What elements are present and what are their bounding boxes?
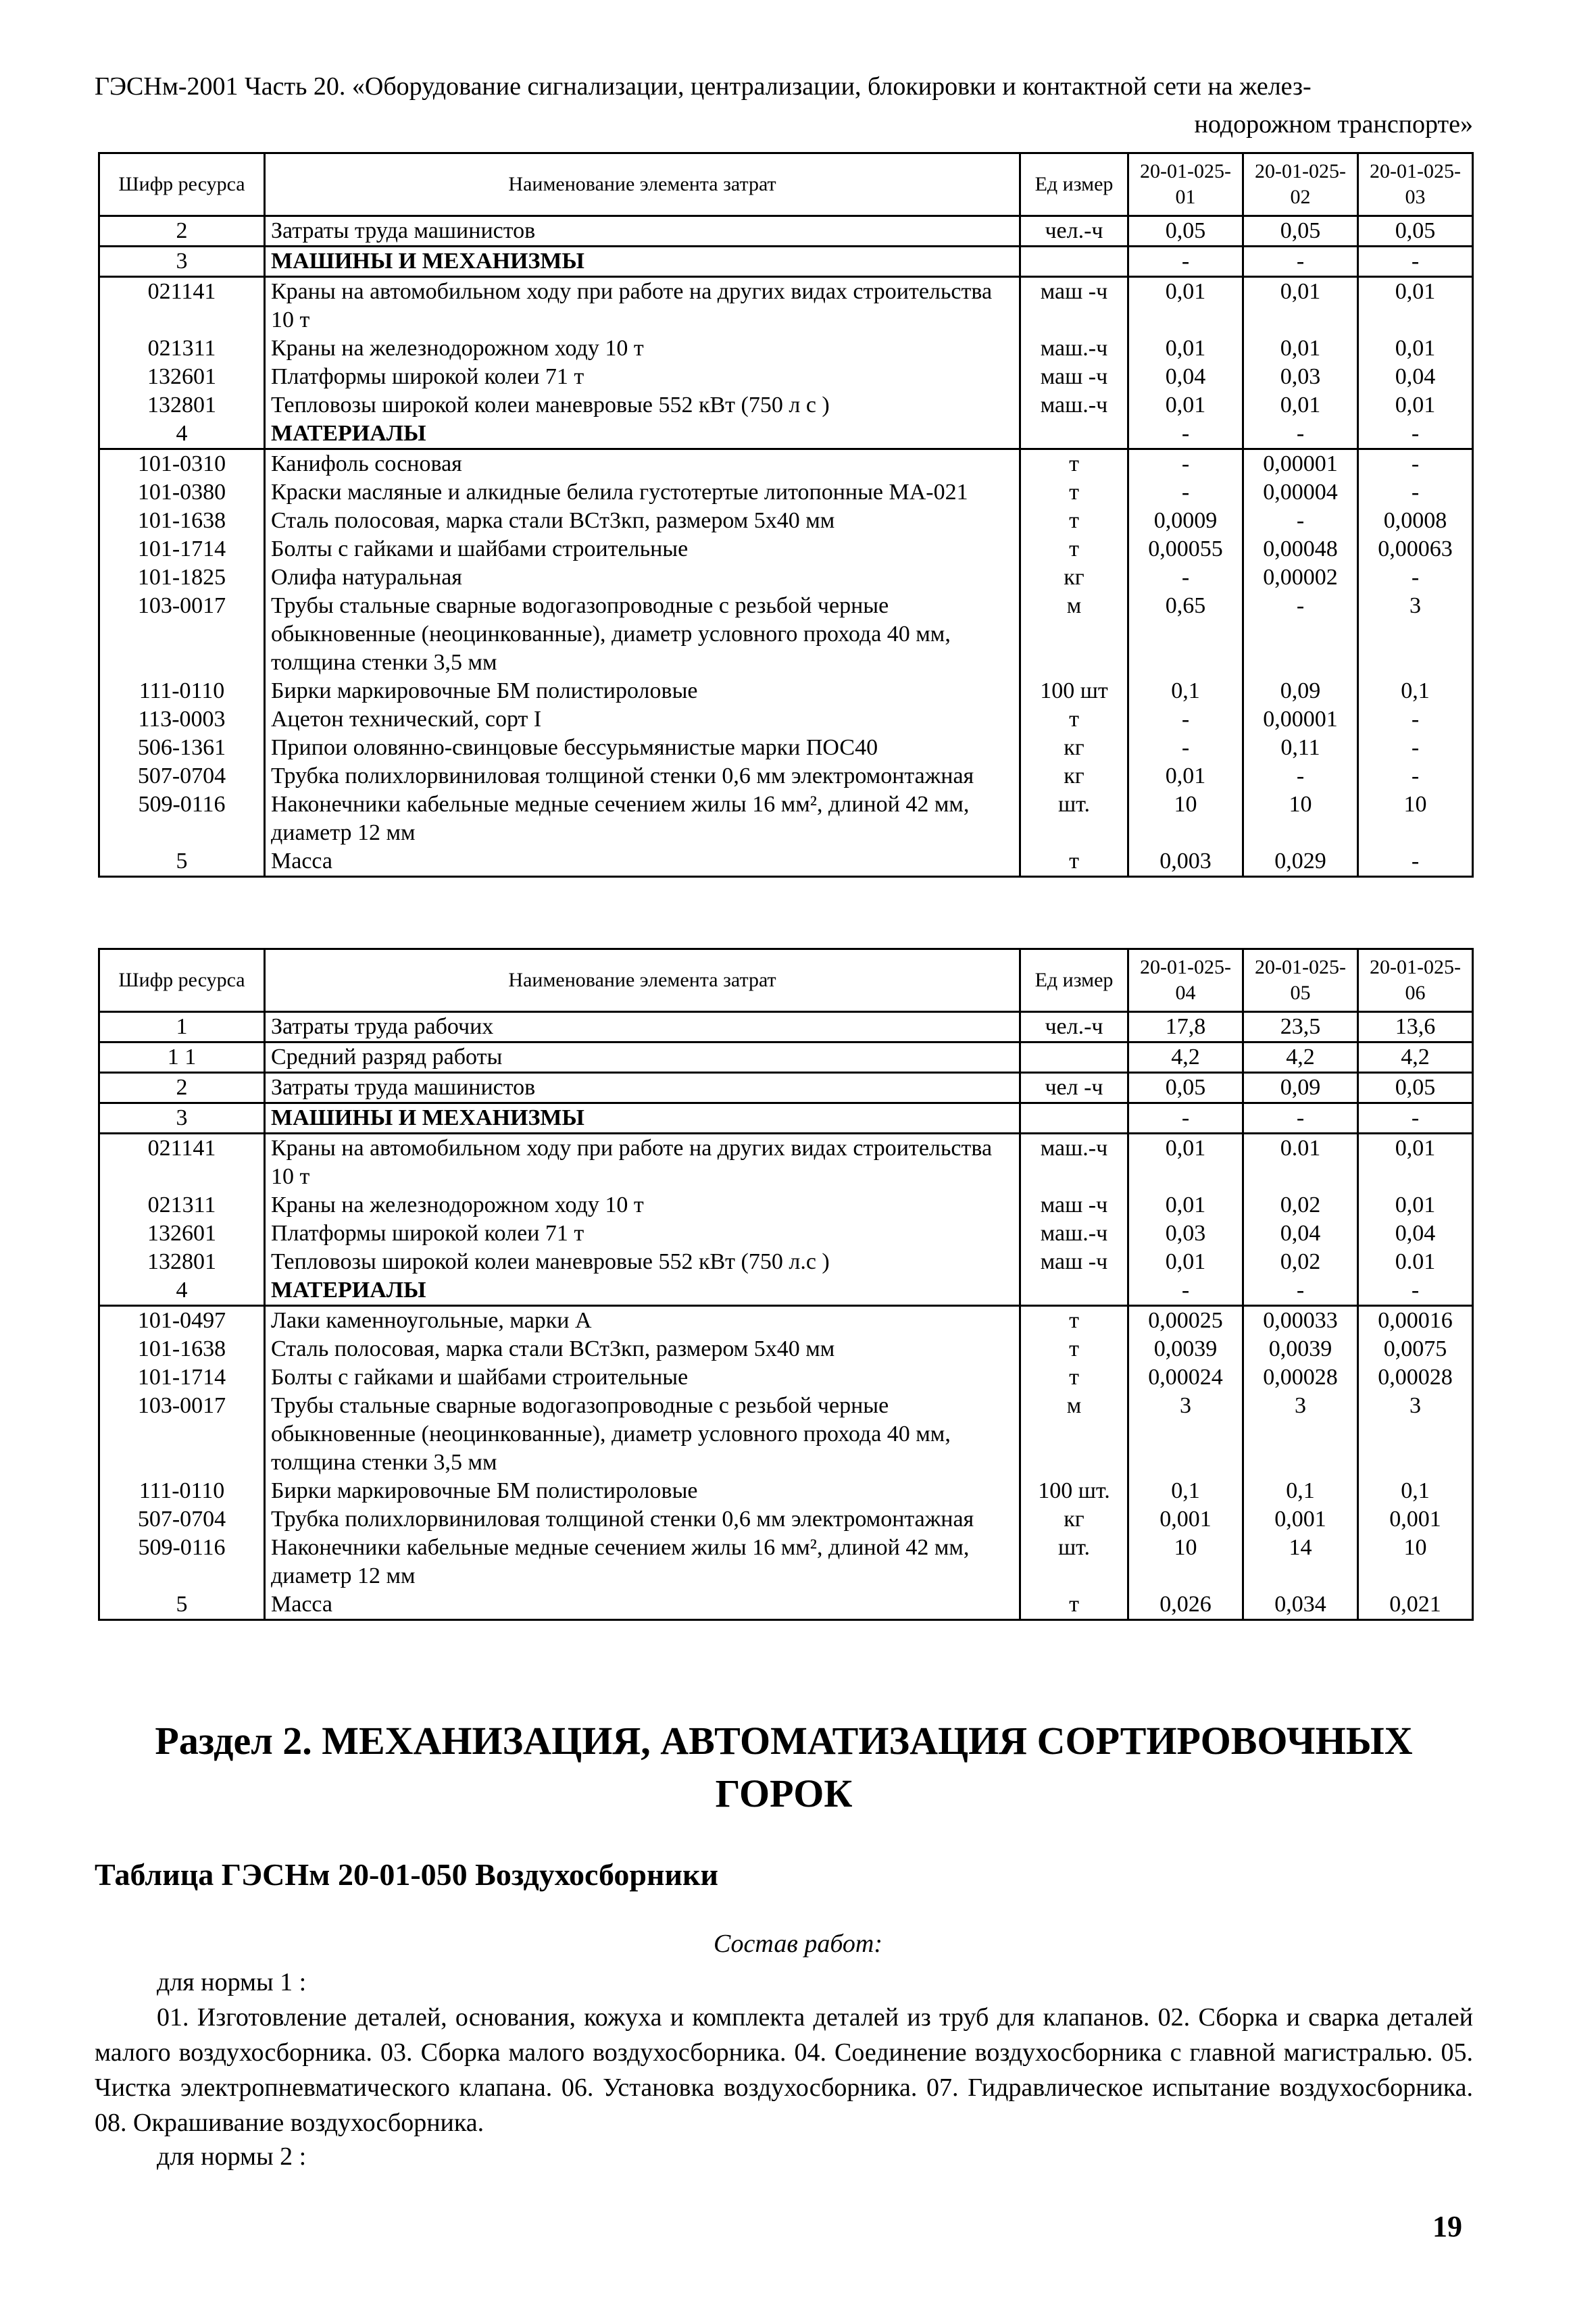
cell-name: МАШИНЫ И МЕХАНИЗМЫ — [265, 1103, 1020, 1134]
cell-value: 0,00004 — [1243, 478, 1358, 507]
cell-name: Краны на автомобильном ходу при работе на других видах строительства 10 т — [265, 1134, 1020, 1192]
cell-name: Краны на автомобильном ходу при работе на других видах строительства 10 т — [265, 277, 1020, 335]
cell-value: 0,034 — [1243, 1590, 1358, 1620]
cell-value: 4,2 — [1358, 1042, 1473, 1073]
cell-value: - — [1128, 247, 1243, 277]
cell-value: 0,01 — [1358, 1134, 1473, 1192]
cell-value: 0,0075 — [1358, 1335, 1473, 1363]
cell-unit: чел.-ч — [1020, 1012, 1128, 1042]
cell-unit: м — [1020, 1392, 1128, 1477]
cell-name: Трубы стальные сварные водогазопроводные с резьбой черные обыкновенные (неоцинкованные), диаметр условного прохода 40 мм, толщина стенки 3,5 мм — [265, 592, 1020, 677]
cell-value: - — [1243, 1103, 1358, 1134]
cell-value: 3 — [1358, 1392, 1473, 1477]
table-row — [99, 277, 1473, 335]
cell-code: 4 — [99, 420, 265, 449]
cell-unit: кг — [1020, 734, 1128, 762]
cell-value: 0,001 — [1128, 1505, 1243, 1534]
cell-value: 0,01 — [1128, 277, 1243, 335]
cell-code: 103-0017 — [99, 1392, 265, 1477]
cell-unit: кг — [1020, 762, 1128, 790]
cell-name: Ацетон технический, сорт I — [265, 705, 1020, 734]
cell-value: 0,00016 — [1358, 1306, 1473, 1336]
header-line-2: нодорожном транспорте» — [1194, 110, 1473, 139]
table-row — [99, 478, 1473, 507]
cell-code: 021311 — [99, 1191, 265, 1219]
cell-unit: маш -ч — [1020, 1191, 1128, 1219]
cell-code: 132801 — [99, 1248, 265, 1276]
cell-unit: т — [1020, 1335, 1128, 1363]
table-row — [99, 334, 1473, 363]
cell-name: Краны на железнодорожном ходу 10 т — [265, 1191, 1020, 1219]
cell-code: 509-0116 — [99, 1534, 265, 1590]
cell-value: 0,01 — [1358, 277, 1473, 335]
table-title: Таблица ГЭСНм 20-01-050 Воздухосборники — [95, 1857, 718, 1892]
cell-value: - — [1358, 478, 1473, 507]
cell-value: 3 — [1128, 1392, 1243, 1477]
cell-value: 0,11 — [1243, 734, 1358, 762]
cell-code: 101-1714 — [99, 535, 265, 563]
cell-value: 4,2 — [1243, 1042, 1358, 1073]
table-row — [99, 705, 1473, 734]
cell-value: - — [1358, 1103, 1473, 1134]
cell-name: Сталь полосовая, марка стали ВСт3кп, размером 5х40 мм — [265, 1335, 1020, 1363]
cell-code: 111-0110 — [99, 1477, 265, 1505]
col-header-norm: 20-01-025-03 — [1358, 153, 1473, 216]
cell-value: 0,01 — [1243, 334, 1358, 363]
table-row — [99, 1363, 1473, 1392]
cell-code: 101-0380 — [99, 478, 265, 507]
cell-value: 0,1 — [1358, 1477, 1473, 1505]
table-row — [99, 734, 1473, 762]
cell-code: 4 — [99, 1276, 265, 1306]
cell-name: Средний разряд работы — [265, 1042, 1020, 1073]
cell-value: 0,00001 — [1243, 705, 1358, 734]
cell-value: 0,05 — [1128, 1073, 1243, 1103]
cell-code: 3 — [99, 1103, 265, 1134]
cell-code: 101-0310 — [99, 449, 265, 479]
cell-name: Затраты труда машинистов — [265, 1073, 1020, 1103]
table-row — [99, 1534, 1473, 1590]
cell-value: 0,026 — [1128, 1590, 1243, 1620]
col-header-name: Наименование элемента затрат — [265, 153, 1020, 216]
cell-code: 132801 — [99, 391, 265, 420]
cell-value: 10 — [1358, 790, 1473, 847]
cell-name: Наконечники кабельные медные сечением жилы 16 мм², длиной 42 мм, диаметр 12 мм — [265, 790, 1020, 847]
cell-name: Бирки маркировочные БМ полистироловые — [265, 677, 1020, 705]
col-header-code: Шифр ресурса — [99, 949, 265, 1012]
cell-code: 132601 — [99, 363, 265, 391]
cell-code: 509-0116 — [99, 790, 265, 847]
cell-unit: т — [1020, 1363, 1128, 1392]
cell-value: 0,0008 — [1358, 507, 1473, 535]
cell-code: 103-0017 — [99, 592, 265, 677]
cell-unit — [1020, 1042, 1128, 1073]
cell-value: 0,021 — [1358, 1590, 1473, 1620]
cell-value: - — [1243, 592, 1358, 677]
table-row — [99, 592, 1473, 677]
cell-code: 2 — [99, 1073, 265, 1103]
cell-value: - — [1243, 247, 1358, 277]
cell-value: 0,001 — [1358, 1505, 1473, 1534]
cell-unit: т — [1020, 449, 1128, 479]
cell-code: 113-0003 — [99, 705, 265, 734]
table-row — [99, 391, 1473, 420]
cell-name: Тепловозы широкой колеи маневровые 552 кВт (750 л с ) — [265, 391, 1020, 420]
cell-name: Канифоль сосновая — [265, 449, 1020, 479]
cell-unit: шт. — [1020, 1534, 1128, 1590]
cell-value: - — [1128, 705, 1243, 734]
cell-code: 101-1638 — [99, 507, 265, 535]
cell-name: Болты с гайками и шайбами строительные — [265, 535, 1020, 563]
cell-unit: 100 шт. — [1020, 1477, 1128, 1505]
cell-value: 0,01 — [1358, 334, 1473, 363]
table-row — [99, 1103, 1473, 1134]
cell-value: - — [1358, 563, 1473, 592]
cell-code: 3 — [99, 247, 265, 277]
cell-value: 0.01 — [1243, 1134, 1358, 1192]
cell-value: 0,09 — [1243, 677, 1358, 705]
cell-value: 0,00033 — [1243, 1306, 1358, 1336]
cell-unit: т — [1020, 847, 1128, 877]
cell-value: 0,00048 — [1243, 535, 1358, 563]
cell-name: Трубка полихлорвиниловая толщиной стенки 0,6 мм электромонтажная — [265, 762, 1020, 790]
cell-unit: т — [1020, 507, 1128, 535]
cell-unit — [1020, 1276, 1128, 1306]
cell-value: 3 — [1358, 592, 1473, 677]
cell-name: Олифа натуральная — [265, 563, 1020, 592]
cell-name: Тепловозы широкой колеи маневровые 552 кВт (750 л.с ) — [265, 1248, 1020, 1276]
norm-1-label: для нормы 1 : — [157, 1968, 307, 1996]
cell-value: 0,00063 — [1358, 535, 1473, 563]
table-row — [99, 1073, 1473, 1103]
cell-unit: т — [1020, 1306, 1128, 1336]
table-row — [99, 1477, 1473, 1505]
cell-value: 0,03 — [1243, 363, 1358, 391]
cell-unit — [1020, 420, 1128, 449]
table-body — [99, 216, 1473, 877]
cell-value: 0,00001 — [1243, 449, 1358, 479]
cell-code: 1 — [99, 1012, 265, 1042]
cell-unit: маш -ч — [1020, 277, 1128, 335]
cell-value: - — [1358, 705, 1473, 734]
cell-value: 0,00024 — [1128, 1363, 1243, 1392]
cell-unit: маш.-ч — [1020, 1219, 1128, 1248]
cell-unit: 100 шт — [1020, 677, 1128, 705]
cell-name: МАШИНЫ И МЕХАНИЗМЫ — [265, 247, 1020, 277]
cell-unit — [1020, 247, 1128, 277]
table-row — [99, 1505, 1473, 1534]
cell-name: Лаки каменноугольные, марки А — [265, 1306, 1020, 1336]
cell-name: Трубы стальные сварные водогазопроводные с резьбой черные обыкновенные (неоцинкованные), диаметр условного прохода 40 мм, толщина стенки 3,5 мм — [265, 1392, 1020, 1477]
cell-name: Затраты труда рабочих — [265, 1012, 1020, 1042]
cell-name: Трубка полихлорвиниловая толщиной стенки 0,6 мм электромонтажная — [265, 1505, 1020, 1534]
table-row — [99, 507, 1473, 535]
cell-value: - — [1128, 1276, 1243, 1306]
col-header-norm: 20-01-025-01 — [1128, 153, 1243, 216]
cell-unit: маш.-ч — [1020, 391, 1128, 420]
cell-code: 1 1 — [99, 1042, 265, 1073]
cell-name: Наконечники кабельные медные сечением жилы 16 мм², длиной 42 мм, диаметр 12 мм — [265, 1534, 1020, 1590]
cell-value: 0,1 — [1243, 1477, 1358, 1505]
cell-unit: т — [1020, 705, 1128, 734]
cell-value: 0,02 — [1243, 1248, 1358, 1276]
cell-value: 0,00002 — [1243, 563, 1358, 592]
cell-unit: т — [1020, 535, 1128, 563]
col-header-name: Наименование элемента затрат — [265, 949, 1020, 1012]
cell-value: 0,04 — [1128, 363, 1243, 391]
table-row — [99, 677, 1473, 705]
cell-value: - — [1128, 478, 1243, 507]
cell-value: 0,00055 — [1128, 535, 1243, 563]
cell-value: 10 — [1358, 1534, 1473, 1590]
table-row — [99, 563, 1473, 592]
cell-value: 10 — [1243, 790, 1358, 847]
cell-value: 14 — [1243, 1534, 1358, 1590]
cell-unit: чел -ч — [1020, 1073, 1128, 1103]
table-row — [99, 1134, 1473, 1192]
cell-unit: м — [1020, 592, 1128, 677]
col-header-norm: 20-01-025-02 — [1243, 153, 1358, 216]
cell-value: 3 — [1243, 1392, 1358, 1477]
cell-value: 0,04 — [1243, 1219, 1358, 1248]
table-row — [99, 1590, 1473, 1620]
cell-value: - — [1358, 420, 1473, 449]
table-row — [99, 247, 1473, 277]
cell-value: 0,01 — [1128, 334, 1243, 363]
cell-unit: маш.-ч — [1020, 334, 1128, 363]
cell-value: 0,0039 — [1128, 1335, 1243, 1363]
cell-value: 0,05 — [1243, 216, 1358, 247]
work-composition-heading: Состав работ: — [713, 1930, 883, 1958]
cell-value: 0,05 — [1358, 216, 1473, 247]
table-header-row — [99, 153, 1473, 216]
table-row — [99, 1392, 1473, 1477]
cell-value: - — [1128, 1103, 1243, 1134]
cell-code: 132601 — [99, 1219, 265, 1248]
cell-unit — [1020, 1103, 1128, 1134]
cell-value: 13,6 — [1358, 1012, 1473, 1042]
cell-unit: кг — [1020, 1505, 1128, 1534]
cell-value: - — [1358, 847, 1473, 877]
table-row — [99, 847, 1473, 877]
cell-value: - — [1358, 762, 1473, 790]
cell-value: 0,1 — [1128, 677, 1243, 705]
col-header-code: Шифр ресурса — [99, 153, 265, 216]
cell-value: 0,003 — [1128, 847, 1243, 877]
table-row — [99, 1219, 1473, 1248]
cell-value: 0,1 — [1128, 1477, 1243, 1505]
cell-value: - — [1243, 762, 1358, 790]
cell-value: 0,05 — [1358, 1073, 1473, 1103]
cell-value: 0,05 — [1128, 216, 1243, 247]
cell-name: Болты с гайками и шайбами строительные — [265, 1363, 1020, 1392]
cell-value: 0,01 — [1243, 391, 1358, 420]
table-row — [99, 1335, 1473, 1363]
cell-value: 0.01 — [1358, 1248, 1473, 1276]
table-row — [99, 363, 1473, 391]
col-header-unit: Ед измер — [1020, 949, 1128, 1012]
cell-code: 101-1825 — [99, 563, 265, 592]
cell-code: 101-1638 — [99, 1335, 265, 1363]
norm-2-label: для нормы 2 : — [157, 2142, 307, 2171]
cell-unit: маш.-ч — [1020, 1134, 1128, 1192]
cell-name: Бирки маркировочные БМ полистироловые — [265, 1477, 1020, 1505]
table-header-row — [99, 949, 1473, 1012]
cell-value: 0,02 — [1243, 1191, 1358, 1219]
cell-name: МАТЕРИАЛЫ — [265, 1276, 1020, 1306]
cell-code: 5 — [99, 847, 265, 877]
table-row — [99, 1042, 1473, 1073]
table-body — [99, 1012, 1473, 1620]
table-row — [99, 420, 1473, 449]
cell-value: - — [1243, 420, 1358, 449]
cell-value: - — [1128, 420, 1243, 449]
section-heading: Раздел 2. МЕХАНИЗАЦИЯ, АВТОМАТИЗАЦИЯ СОРТИРОВОЧНЫХ ГОРОК — [155, 1719, 1413, 1815]
cell-unit: маш -ч — [1020, 1248, 1128, 1276]
cell-name: Краны на железнодорожном ходу 10 т — [265, 334, 1020, 363]
cell-value: 0,03 — [1128, 1219, 1243, 1248]
cell-name: Масса — [265, 1590, 1020, 1620]
col-header-norm: 20-01-025-06 — [1358, 949, 1473, 1012]
cell-code: 507-0704 — [99, 762, 265, 790]
cell-code: 021141 — [99, 1134, 265, 1192]
cell-value: 0,01 — [1128, 1191, 1243, 1219]
table-row — [99, 1248, 1473, 1276]
cell-unit: чел.-ч — [1020, 216, 1128, 247]
cell-value: 0,0009 — [1128, 507, 1243, 535]
cell-value: 0,04 — [1358, 1219, 1473, 1248]
table-row — [99, 790, 1473, 847]
cell-value: - — [1358, 734, 1473, 762]
cell-unit: шт. — [1020, 790, 1128, 847]
page-number: 19 — [1432, 2210, 1462, 2243]
table-row — [99, 449, 1473, 479]
cell-value: 0,01 — [1358, 391, 1473, 420]
cell-code: 101-1714 — [99, 1363, 265, 1392]
cell-unit: т — [1020, 478, 1128, 507]
cell-value: 0,04 — [1358, 363, 1473, 391]
col-header-norm: 20-01-025-05 — [1243, 949, 1358, 1012]
cell-value: 0,01 — [1358, 1191, 1473, 1219]
cell-value: 0,00028 — [1243, 1363, 1358, 1392]
cell-value: 0,00028 — [1358, 1363, 1473, 1392]
cell-value: 0,65 — [1128, 592, 1243, 677]
cell-name: Затраты труда машинистов — [265, 216, 1020, 247]
cell-name: Платформы широкой колеи 71 т — [265, 363, 1020, 391]
document-header — [95, 68, 1473, 143]
cell-value: - — [1128, 563, 1243, 592]
cell-unit: маш -ч — [1020, 363, 1128, 391]
cell-value: - — [1358, 1276, 1473, 1306]
cell-code: 2 — [99, 216, 265, 247]
table-row — [99, 535, 1473, 563]
table-row — [99, 762, 1473, 790]
cell-value: - — [1358, 247, 1473, 277]
resource-table-2 — [98, 948, 1474, 1621]
cell-value: - — [1128, 734, 1243, 762]
cell-value: 0,00025 — [1128, 1306, 1243, 1336]
norm-1-text: 01. Изготовление деталей, основания, кожуха и комплекта деталей из труб для клапанов. 02. Сборка и сварка деталей малого воздухосборника. 03. Сборка малого воздухосборника. 04. Соединение воздухосборника с главной магистралью. 05. Чистка электропневматического клапана. 06. Установка воздухосборника. 07. Гидравлическое испытание воздухосборника. 08. Окрашивание воздухосборника. — [95, 2003, 1473, 2137]
cell-value: 4,2 — [1128, 1042, 1243, 1073]
cell-name: Припои оловянно-свинцовые бессурьмянистые марки ПОС40 — [265, 734, 1020, 762]
cell-value: 0,01 — [1128, 1134, 1243, 1192]
cell-value: 17,8 — [1128, 1012, 1243, 1042]
cell-value: 0,1 — [1358, 677, 1473, 705]
cell-value: 23,5 — [1243, 1012, 1358, 1042]
cell-value: - — [1128, 449, 1243, 479]
cell-name: Краски масляные и алкидные белила густотертые литопонные МА-021 — [265, 478, 1020, 507]
resource-table-1 — [98, 152, 1474, 878]
cell-value: 0,0039 — [1243, 1335, 1358, 1363]
cell-code: 507-0704 — [99, 1505, 265, 1534]
cell-value: 0,01 — [1128, 762, 1243, 790]
table-row — [99, 216, 1473, 247]
cell-code: 506-1361 — [99, 734, 265, 762]
cell-unit: кг — [1020, 563, 1128, 592]
cell-value: 0,001 — [1243, 1505, 1358, 1534]
cell-value: 0,01 — [1243, 277, 1358, 335]
cell-value: - — [1243, 1276, 1358, 1306]
table-row — [99, 1276, 1473, 1306]
table-row — [99, 1012, 1473, 1042]
cell-name: Платформы широкой колеи 71 т — [265, 1219, 1020, 1248]
cell-value: - — [1358, 449, 1473, 479]
cell-value: 10 — [1128, 1534, 1243, 1590]
table-row — [99, 1191, 1473, 1219]
cell-code: 101-0497 — [99, 1306, 265, 1336]
table-row — [99, 1306, 1473, 1336]
cell-code: 5 — [99, 1590, 265, 1620]
cell-value: 0,029 — [1243, 847, 1358, 877]
cell-name: Масса — [265, 847, 1020, 877]
col-header-norm: 20-01-025-04 — [1128, 949, 1243, 1012]
cell-value: 10 — [1128, 790, 1243, 847]
cell-value: 0,01 — [1128, 391, 1243, 420]
cell-code: 021141 — [99, 277, 265, 335]
cell-value: 0,01 — [1128, 1248, 1243, 1276]
header-line-1: ГЭСНм-2001 Часть 20. «Оборудование сигнализации, централизации, блокировки и контактной сети на желез- — [95, 72, 1312, 101]
cell-name: МАТЕРИАЛЫ — [265, 420, 1020, 449]
cell-value: 0,09 — [1243, 1073, 1358, 1103]
cell-code: 111-0110 — [99, 677, 265, 705]
col-header-unit: Ед измер — [1020, 153, 1128, 216]
cell-value: - — [1243, 507, 1358, 535]
cell-name: Сталь полосовая, марка стали ВСт3кп, размером 5х40 мм — [265, 507, 1020, 535]
cell-code: 021311 — [99, 334, 265, 363]
cell-unit: т — [1020, 1590, 1128, 1620]
